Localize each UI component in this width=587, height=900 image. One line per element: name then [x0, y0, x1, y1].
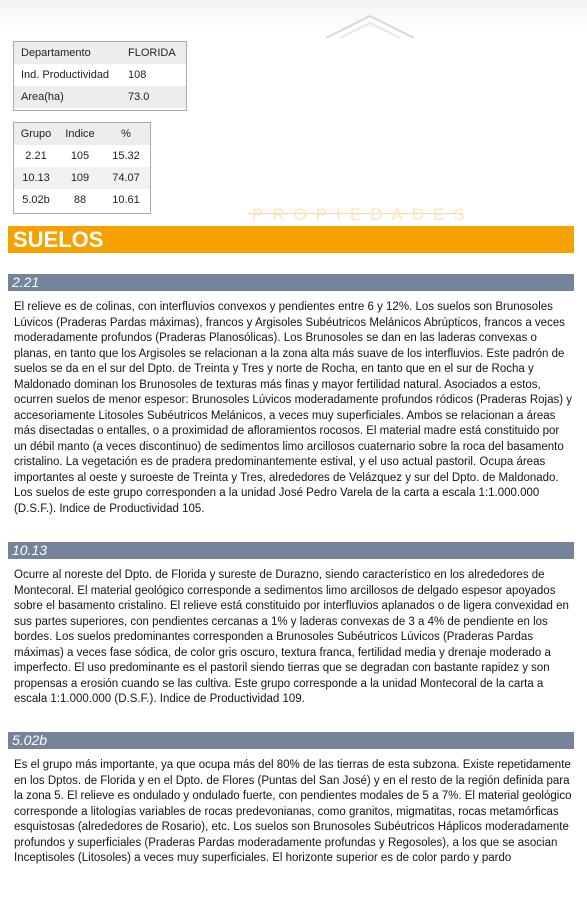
info-row-departamento — [14, 42, 186, 64]
ghost-heading: PROPIEDADES — [252, 205, 474, 224]
column-header-indice: Indice — [65, 128, 95, 140]
table-row — [14, 145, 150, 167]
group-code: 10.13 — [22, 172, 50, 184]
info-key: Area(ha) — [21, 91, 64, 103]
group-percent: 10.61 — [112, 194, 140, 206]
info-table — [13, 41, 187, 111]
section-label: 10.13 — [12, 542, 48, 558]
info-row-productividad — [14, 64, 186, 86]
section-text-5-02b: Es el grupo más importante, ya que ocupa más del 80% de las tierras de esta subzona. Existe repetidamente en los Dptos. de Florida y en el Dpto. de Flores (Puntas del San José) y en el resto de la región definida para la zona 5. El relieve es ondulado y ondulado fuerte, con pendientes modales de 5 a 7%. El material geológico corresponde a litologías variables de rocas predevonianas, como granitos, migmatitas, rocas metamórficas esquistosas (alrededores de Rosario), etc. Los suelos son Brunosoles Subéutricos Háplicos moderadamente profundos y superficiales (Praderas Pardas moderadamente profundas y Regosoles), a los que se asocian Inceptisoles (Litosoles) a veces muy superficiales. El horizonte superior es de color pardo y pardo — [14, 759, 572, 864]
section-header-10-13 — [8, 542, 574, 559]
chevron-up-icon — [322, 12, 418, 38]
info-value: 108 — [128, 69, 147, 81]
column-header-percent: % — [121, 128, 131, 140]
section-header-5-02b — [8, 732, 574, 749]
info-key: Departamento — [21, 47, 91, 59]
suelos-header-bar — [8, 226, 574, 253]
section-header-2-21 — [8, 274, 574, 291]
group-index: 109 — [70, 172, 90, 184]
suelos-title: SUELOS — [13, 227, 104, 252]
section-label: 5.02b — [12, 732, 48, 748]
section-text-10-13: Ocurre al noreste del Dpto. de Florida y sureste de Durazno, siendo característico en los alrededores de Montecoral. El material geológico corresponde a sedimentos limo arcillosos de delgado espesor apoyados sobre el basamento cristalino. El relieve está constituido por interfluvios aplanados o de ligera convexidad en sus partes superiores, con pendientes cercanas a 1% y laderas convexas de 3 a 4% de pendiente en los bordes. Los suelos predominantes corresponden a Brunosoles Subéutricos Lúvicos (Praderas Pardas máximas) a veces fase sódica, de color gris oscuro, textura franca, fertilidad media y drenaje moderado a imperfecto. El uso predominante es el pastoril siendo tierras que se degradan con bastante rapidez y son propensas a erosión cuando se las cultiva. Este grupo corresponde a la unidad Montecoral de la carta a escala 1:1.000.000 (D.S.F.). Indice de Productividad 109. — [14, 569, 569, 705]
table-row — [14, 189, 150, 211]
info-value: 73.0 — [128, 91, 150, 103]
group-code: 2.21 — [25, 150, 47, 162]
group-percent: 74.07 — [112, 172, 140, 184]
info-key: Ind. Productividad — [21, 69, 110, 81]
groups-header-row — [14, 123, 150, 145]
section-text-2-21: El relieve es de colinas, con interfluvios convexos y pendientes entre 6 y 12%. Los suelos son Brunosoles Lúvicos (Praderas Pardas máximas), francos y Argisoles Subéutricos Melánicos Abrúpticos, francos a veces moderadamente profundos (Praderas Planosólicas). Los Brunosoles se dan en las laderas convexas o planas, en tanto que los Argisoles se relacionan a la zona alta más suave de los interfluvios. Este padrón de suelos se da en el sur del Dpto. de Treinta y Tres y norte de Rocha, en tanto que en el sur de Rocha y Maldonado dominan los Brunosoles de texturas más finas y mayor fertilidad natural. Asociados a estos, ocurren suelos de menor espesor: Brunosoles Lúvicos moderadamente profundos ródicos (Praderas Rojas) y accesoriamente Litosoles Subéutricos Melánicos, a veces muy superficiales. Ambos se relacionan a áreas más disectadas o entalles, o a proximidad de afloramientos rocosos. El material madre está constituido por un débil manto (a veces discontinuo) de sedimentos limo arcillosos cuaternario sobre la roca del basamento cristalino. La vegetación es de pradera predominantemente estival, y el uso actual pastoril. Ocupa áreas importantes al oeste y suroeste de Treinta y Tres, alrededores de Velázquez y sur del Dpto. de Maldonado. Los suelos de este grupo corresponden a la unidad José Pedro Varela de la carta a escala 1:1.000.000 (D.S.F.). Indice de Productividad 105. — [14, 301, 573, 515]
group-code: 5.02b — [22, 194, 50, 206]
section-label: 2.21 — [12, 274, 40, 290]
column-header-grupo: Grupo — [20, 128, 52, 140]
group-index: 88 — [73, 194, 87, 206]
info-row-area — [14, 86, 186, 108]
group-index: 105 — [70, 150, 90, 162]
info-value: FLORIDA — [128, 47, 176, 59]
group-percent: 15.32 — [112, 150, 140, 162]
groups-table — [13, 122, 151, 214]
table-row — [14, 167, 150, 189]
top-banner — [0, 0, 587, 34]
